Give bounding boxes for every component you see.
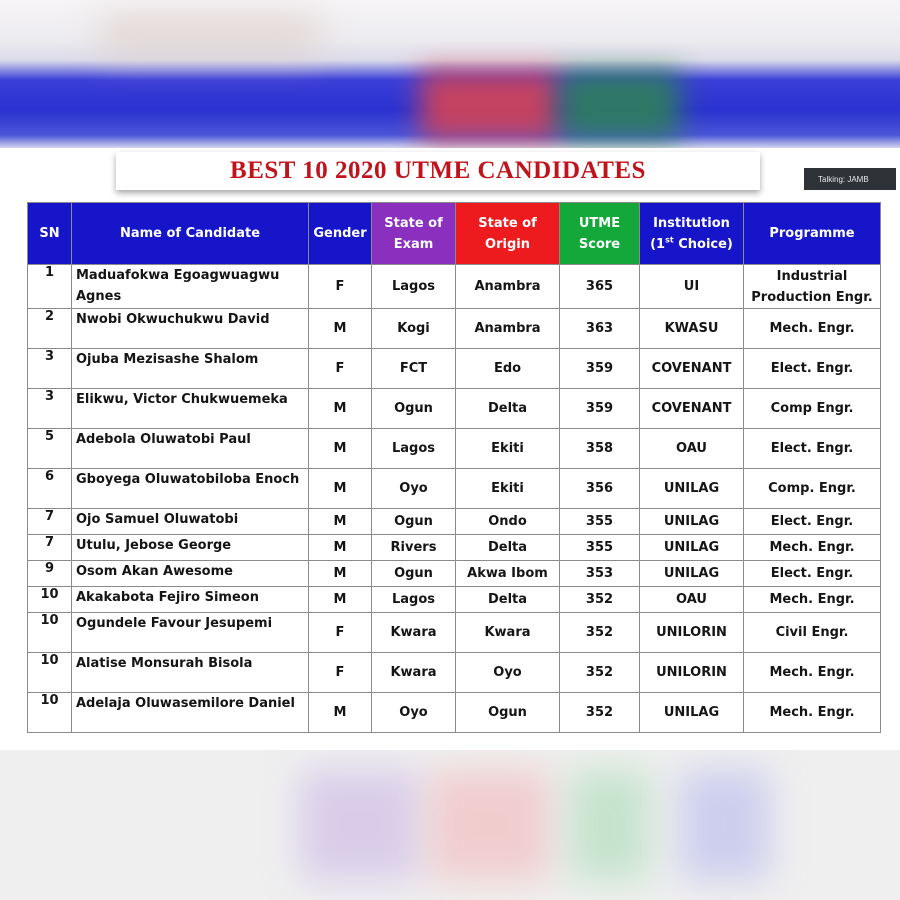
table-cell-programme: Comp Engr. — [744, 389, 881, 429]
header-gender: Gender — [309, 203, 372, 265]
table-cell-institution: COVENANT — [640, 389, 744, 429]
title-banner — [116, 152, 760, 190]
table-cell-utme-score: 352 — [560, 587, 640, 613]
table-cell-programme: Mech. Engr. — [744, 653, 881, 693]
table-cell-state-of-exam: Ogun — [372, 509, 456, 535]
table-header-row — [28, 203, 881, 265]
table-row — [28, 429, 881, 469]
table-cell-name: Ogundele Favour Jesupemi — [72, 613, 309, 653]
table-cell-gender: F — [309, 613, 372, 653]
header-inst-line2b: Choice) — [673, 236, 733, 252]
table-row — [28, 509, 881, 535]
table-cell-sn: 7 — [28, 535, 72, 561]
table-cell-sn: 10 — [28, 613, 72, 653]
table-cell-utme-score: 363 — [560, 309, 640, 349]
blurred-green-patch — [560, 70, 680, 140]
blurred-light-patch — [100, 15, 320, 55]
table-cell-name: Adebola Oluwatobi Paul — [72, 429, 309, 469]
table-cell-state-of-origin: Anambra — [456, 309, 560, 349]
table-cell-gender: M — [309, 429, 372, 469]
table-cell-sn: 2 — [28, 309, 72, 349]
table-cell-state-of-exam: Kwara — [372, 613, 456, 653]
table-cell-programme: Comp. Engr. — [744, 469, 881, 509]
table-cell-institution: KWASU — [640, 309, 744, 349]
table-cell-utme-score: 356 — [560, 469, 640, 509]
table-cell-state-of-exam: Lagos — [372, 265, 456, 309]
table-row — [28, 265, 881, 309]
table-cell-utme-score: 352 — [560, 693, 640, 733]
table-row — [28, 693, 881, 733]
table-cell-gender: M — [309, 509, 372, 535]
table-cell-sn: 7 — [28, 509, 72, 535]
header-state-of-exam — [372, 203, 456, 265]
table-cell-utme-score: 359 — [560, 389, 640, 429]
talking-indicator — [804, 168, 896, 190]
table-row — [28, 389, 881, 429]
header-score-line1: UTME — [578, 215, 621, 231]
table-cell-sn: 5 — [28, 429, 72, 469]
table-cell-programme: Mech. Engr. — [744, 587, 881, 613]
header-inst-sup: st — [665, 235, 674, 245]
table-cell-gender: M — [309, 535, 372, 561]
table-cell-state-of-exam: Kogi — [372, 309, 456, 349]
table-cell-state-of-exam: Ogun — [372, 389, 456, 429]
header-state-origin-line1: State of — [478, 215, 537, 231]
table-cell-sn: 3 — [28, 389, 72, 429]
table-cell-sn: 9 — [28, 561, 72, 587]
table-row — [28, 469, 881, 509]
header-programme: Programme — [744, 203, 881, 265]
table-row — [28, 535, 881, 561]
table-cell-state-of-exam: Lagos — [372, 587, 456, 613]
table-row — [28, 613, 881, 653]
blurred-purple-patch — [300, 770, 420, 880]
blurred-blue-patch — [680, 770, 770, 880]
table-cell-gender: M — [309, 309, 372, 349]
table-cell-utme-score: 353 — [560, 561, 640, 587]
header-utme-score — [560, 203, 640, 265]
table-cell-programme: Elect. Engr. — [744, 561, 881, 587]
page-title: BEST 10 2020 UTME CANDIDATES — [230, 157, 646, 184]
table-cell-state-of-exam: Lagos — [372, 429, 456, 469]
table-cell-state-of-exam: Oyo — [372, 693, 456, 733]
table-cell-utme-score: 352 — [560, 613, 640, 653]
table-cell-state-of-origin: Anambra — [456, 265, 560, 309]
table-cell-state-of-origin: Delta — [456, 389, 560, 429]
table-cell-gender: M — [309, 561, 372, 587]
table-cell-gender: M — [309, 587, 372, 613]
table-cell-name: Akakabota Fejiro Simeon — [72, 587, 309, 613]
table-row — [28, 653, 881, 693]
table-row — [28, 561, 881, 587]
table-cell-programme: Elect. Engr. — [744, 509, 881, 535]
table-cell-name: Alatise Monsurah Bisola — [72, 653, 309, 693]
table-cell-state-of-exam: Ogun — [372, 561, 456, 587]
table-cell-sn: 3 — [28, 349, 72, 389]
header-state-origin-line2: Origin — [485, 236, 530, 252]
table-cell-name: Adelaja Oluwasemilore Daniel — [72, 693, 309, 733]
table-cell-programme: Mech. Engr. — [744, 309, 881, 349]
table-cell-gender: F — [309, 653, 372, 693]
table-cell-name: Nwobi Okwuchukwu David — [72, 309, 309, 349]
table-cell-state-of-origin: Delta — [456, 535, 560, 561]
table-cell-institution: UNILORIN — [640, 613, 744, 653]
table-cell-programme: Elect. Engr. — [744, 429, 881, 469]
header-state-of-origin — [456, 203, 560, 265]
table-cell-institution: UNILAG — [640, 693, 744, 733]
table-cell-sn: 10 — [28, 653, 72, 693]
table-cell-state-of-origin: Edo — [456, 349, 560, 389]
table-cell-programme: Industrial Production Engr. — [744, 265, 881, 309]
table-cell-state-of-exam: FCT — [372, 349, 456, 389]
header-inst-line1: Institution — [653, 215, 730, 231]
table-cell-state-of-origin: Ekiti — [456, 429, 560, 469]
header-inst-line2a: (1 — [650, 236, 666, 252]
table-cell-state-of-exam: Rivers — [372, 535, 456, 561]
table-cell-programme: Civil Engr. — [744, 613, 881, 653]
table-cell-utme-score: 359 — [560, 349, 640, 389]
table-cell-institution: UNILAG — [640, 509, 744, 535]
candidates-table — [27, 202, 881, 733]
table-cell-gender: F — [309, 349, 372, 389]
table-cell-utme-score: 355 — [560, 509, 640, 535]
table-cell-sn: 10 — [28, 587, 72, 613]
table-cell-programme: Elect. Engr. — [744, 349, 881, 389]
blurred-red-patch — [420, 70, 560, 140]
table-cell-state-of-origin: Ekiti — [456, 469, 560, 509]
header-score-line2: Score — [578, 236, 621, 252]
table-cell-state-of-origin: Kwara — [456, 613, 560, 653]
table-cell-state-of-origin: Delta — [456, 587, 560, 613]
blurred-green-patch-bottom — [570, 770, 650, 880]
table-cell-institution: UNILAG — [640, 561, 744, 587]
table-cell-gender: M — [309, 389, 372, 429]
table-cell-institution: UI — [640, 265, 744, 309]
table-cell-programme: Mech. Engr. — [744, 693, 881, 733]
header-state-exam-line2: Exam — [393, 236, 434, 252]
table-cell-state-of-exam: Oyo — [372, 469, 456, 509]
table-cell-gender: M — [309, 469, 372, 509]
table-cell-sn: 6 — [28, 469, 72, 509]
table-row — [28, 349, 881, 389]
table-cell-institution: COVENANT — [640, 349, 744, 389]
table-cell-utme-score: 358 — [560, 429, 640, 469]
table-cell-state-of-origin: Akwa Ibom — [456, 561, 560, 587]
table-row — [28, 587, 881, 613]
table-cell-name: Gboyega Oluwatobiloba Enoch — [72, 469, 309, 509]
table-cell-name: Ojo Samuel Oluwatobi — [72, 509, 309, 535]
table-cell-sn: 1 — [28, 265, 72, 309]
table-cell-institution: UNILAG — [640, 469, 744, 509]
table-row — [28, 309, 881, 349]
table-cell-institution: UNILAG — [640, 535, 744, 561]
table-cell-institution: OAU — [640, 587, 744, 613]
blurred-pink-patch — [430, 770, 550, 880]
table-cell-utme-score: 355 — [560, 535, 640, 561]
table-cell-name: Osom Akan Awesome — [72, 561, 309, 587]
table-cell-utme-score: 352 — [560, 653, 640, 693]
table-cell-utme-score: 365 — [560, 265, 640, 309]
header-state-exam-line1: State of — [384, 215, 443, 231]
table-cell-gender: M — [309, 693, 372, 733]
table-cell-name: Elikwu, Victor Chukwuemeka — [72, 389, 309, 429]
table-cell-state-of-origin: Oyo — [456, 653, 560, 693]
table-cell-sn: 10 — [28, 693, 72, 733]
header-sn: SN — [28, 203, 72, 265]
table-cell-name: Utulu, Jebose George — [72, 535, 309, 561]
table-cell-state-of-origin: Ondo — [456, 509, 560, 535]
table-cell-state-of-exam: Kwara — [372, 653, 456, 693]
talking-label: Talking: JAMB — [818, 174, 869, 184]
table-cell-state-of-origin: Ogun — [456, 693, 560, 733]
table-cell-gender: F — [309, 265, 372, 309]
header-name: Name of Candidate — [72, 203, 309, 265]
table-cell-programme: Mech. Engr. — [744, 535, 881, 561]
table-cell-name: Maduafokwa Egoagwuagwu Agnes — [72, 265, 309, 309]
table-cell-institution: OAU — [640, 429, 744, 469]
header-institution — [640, 203, 744, 265]
table-cell-institution: UNILORIN — [640, 653, 744, 693]
table-cell-name: Ojuba Mezisashe Shalom — [72, 349, 309, 389]
